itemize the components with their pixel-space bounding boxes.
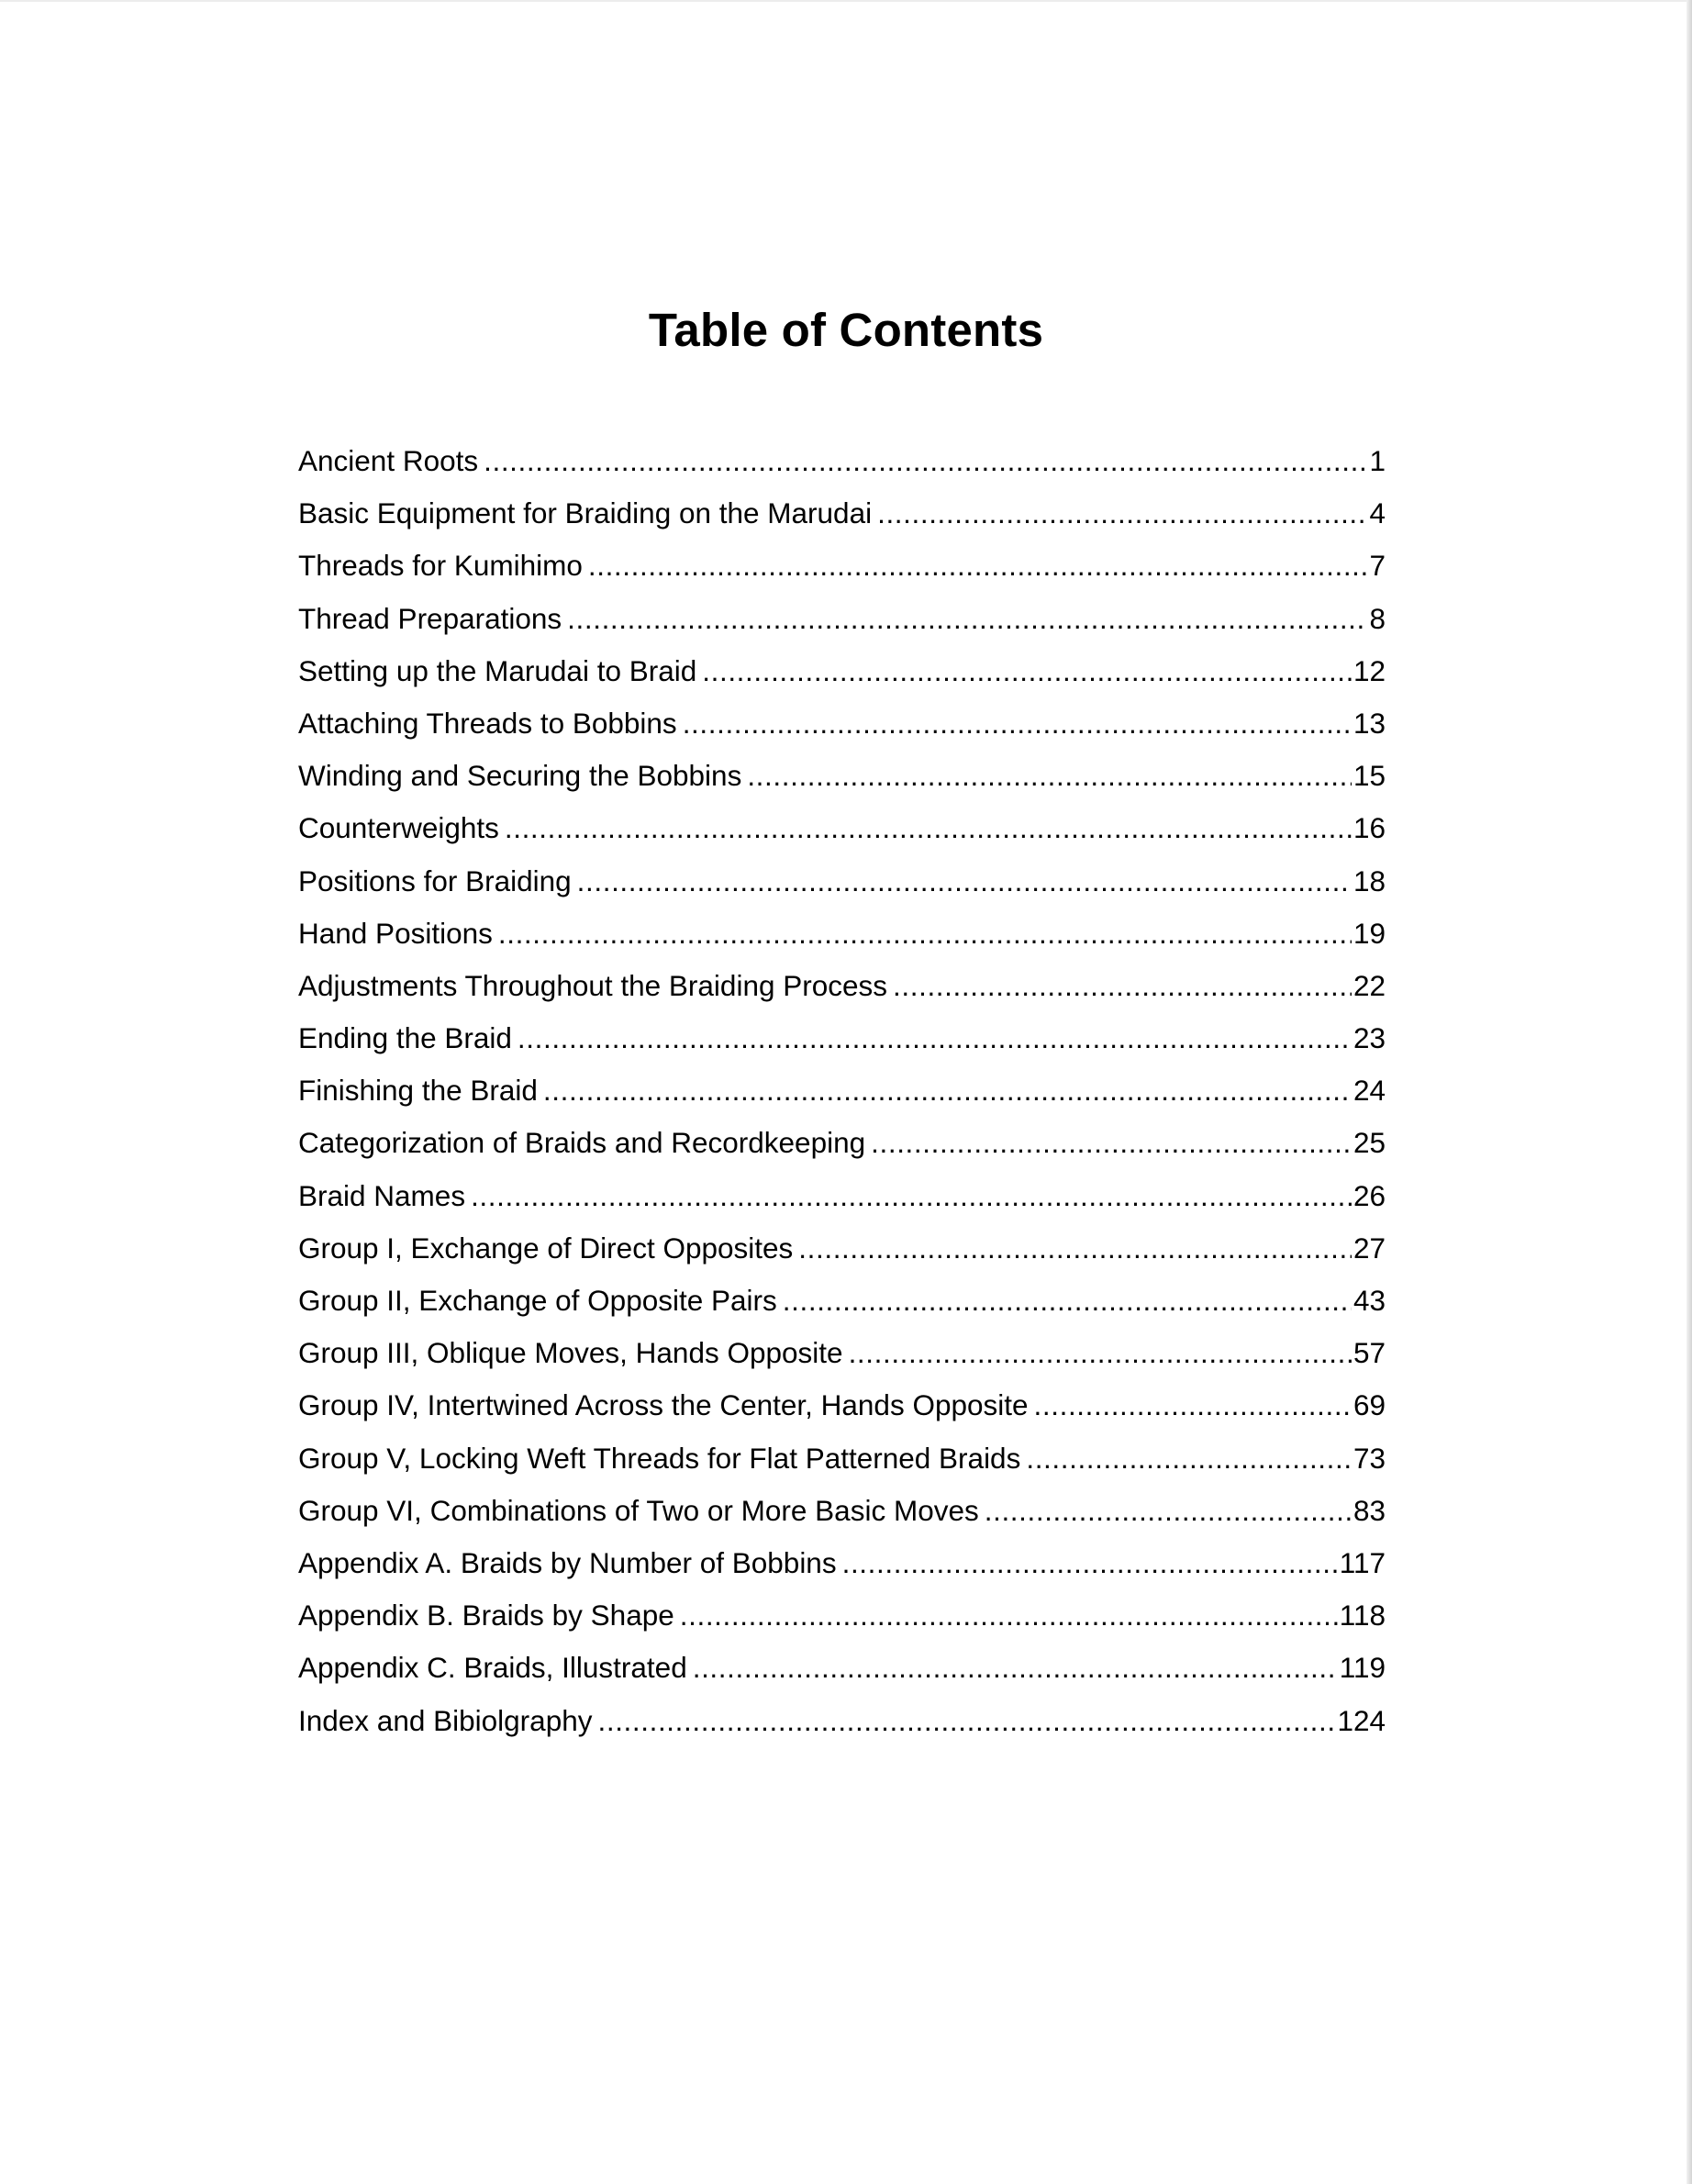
toc-entry-title: Counterweights [298, 811, 499, 845]
toc-entry[interactable] [298, 593, 1386, 645]
toc-entry[interactable] [298, 435, 1386, 487]
toc-entry-leader [1026, 1432, 1352, 1485]
toc-entry-title: Hand Positions [298, 916, 493, 950]
toc-list [298, 435, 1386, 1747]
toc-entry-page-number: 43 [1352, 1284, 1386, 1317]
toc-entry-title: Braid Names [298, 1178, 466, 1212]
toc-entry[interactable] [298, 487, 1386, 540]
toc-entry-leader [877, 487, 1367, 540]
toc-entry[interactable] [298, 1275, 1386, 1327]
toc-entry-title: Thread Preparations [298, 601, 562, 635]
toc-entry-title: Group V, Locking Weft Threads for Flat Patterned Braids [298, 1441, 1021, 1475]
toc-entry-leader [680, 1589, 1338, 1642]
toc-entry[interactable] [298, 1012, 1386, 1064]
toc-entry-page-number: 22 [1352, 968, 1386, 1002]
toc-entry-title: Ending the Braid [298, 1021, 512, 1055]
toc-entry-title: Basic Equipment for Braiding on the Marudai [298, 496, 873, 530]
toc-entry-page-number: 4 [1369, 496, 1386, 530]
toc-entry[interactable] [298, 960, 1386, 1012]
toc-entry-title: Categorization of Braids and Recordkeeping [298, 1126, 866, 1160]
toc-entry-title: Setting up the Marudai to Braid [298, 653, 697, 687]
toc-entry-leader [577, 855, 1352, 908]
toc-entry[interactable] [298, 645, 1386, 697]
page-title: Table of Contents [648, 304, 1044, 356]
toc-entry[interactable] [298, 1432, 1386, 1485]
toc-entry-page-number: 19 [1352, 916, 1386, 950]
toc-entry-page-number: 24 [1352, 1074, 1386, 1108]
toc-entry-page-number: 124 [1337, 1703, 1386, 1737]
toc-entry[interactable] [298, 1589, 1386, 1642]
toc-entry-title: Group II, Exchange of Opposite Pairs [298, 1284, 777, 1317]
toc-entry-page-number: 27 [1352, 1231, 1386, 1265]
toc-entry-leader [518, 1012, 1352, 1064]
toc-entry[interactable] [298, 1064, 1386, 1117]
toc-entry-title: Group IV, Intertwined Across the Center, Hands Opposite [298, 1388, 1029, 1422]
toc-entry-leader [871, 1117, 1352, 1169]
toc-entry-title: Group I, Exchange of Direct Opposites [298, 1231, 794, 1265]
toc-entry-page-number: 15 [1352, 759, 1386, 793]
toc-entry-title: Appendix C. Braids, Illustrated [298, 1651, 687, 1685]
toc-entry-leader [783, 1275, 1352, 1327]
toc-entry-title: Threads for Kumihimo [298, 549, 583, 583]
toc-entry-page-number: 118 [1339, 1599, 1386, 1632]
toc-entry-page-number: 7 [1369, 549, 1386, 583]
toc-entry-title: Group VI, Combinations of Two or More Basic Moves [298, 1493, 979, 1527]
toc-entry-page-number: 1 [1369, 444, 1386, 477]
toc-entry-title: Attaching Threads to Bobbins [298, 706, 677, 740]
toc-entry-leader [747, 750, 1352, 802]
toc-entry[interactable] [298, 1170, 1386, 1222]
toc-entry-page-number: 25 [1352, 1126, 1386, 1160]
toc-entry-title: Finishing the Braid [298, 1074, 538, 1108]
toc-entry-leader [893, 960, 1352, 1012]
toc-entry-leader [567, 593, 1367, 645]
toc-entry-leader [693, 1642, 1338, 1694]
toc-entry-title: Group III, Oblique Moves, Hands Opposite [298, 1336, 843, 1370]
toc-entry-leader [588, 540, 1368, 592]
toc-entry[interactable] [298, 697, 1386, 750]
toc-entry-title: Index and Bibiolgraphy [298, 1703, 593, 1737]
toc-entry-page-number: 117 [1339, 1545, 1386, 1579]
toc-entry-title: Appendix B. Braids by Shape [298, 1599, 674, 1632]
toc-entry-page-number: 26 [1352, 1178, 1386, 1212]
toc-entry-leader [498, 908, 1352, 960]
toc-entry-page-number: 119 [1339, 1651, 1386, 1685]
toc-entry-leader [471, 1170, 1352, 1222]
toc-entry-page-number: 69 [1352, 1388, 1386, 1422]
toc-entry-leader [1034, 1379, 1352, 1432]
page-top-edge [0, 0, 1686, 2]
toc-entry[interactable] [298, 908, 1386, 960]
toc-entry[interactable] [298, 750, 1386, 802]
toc-entry[interactable] [298, 1485, 1386, 1537]
toc-entry-title: Appendix A. Braids by Number of Bobbins [298, 1545, 837, 1579]
toc-entry[interactable] [298, 1222, 1386, 1275]
toc-entry-leader [597, 1695, 1335, 1747]
toc-entry-title: Ancient Roots [298, 444, 479, 477]
toc-entry[interactable] [298, 1537, 1386, 1589]
toc-entry[interactable] [298, 802, 1386, 854]
toc-entry-leader [543, 1064, 1352, 1117]
toc-entry[interactable] [298, 1695, 1386, 1747]
toc-entry-page-number: 57 [1352, 1336, 1386, 1370]
toc-entry-page-number: 83 [1352, 1493, 1386, 1527]
toc-entry-leader [985, 1485, 1352, 1537]
toc-entry-leader [842, 1537, 1338, 1589]
toc-entry[interactable] [298, 1117, 1386, 1169]
toc-entry-page-number: 12 [1352, 653, 1386, 687]
toc-entry-title: Winding and Securing the Bobbins [298, 759, 742, 793]
toc-entry-title: Adjustments Throughout the Braiding Process [298, 968, 888, 1002]
toc-entry[interactable] [298, 855, 1386, 908]
toc-entry-leader [702, 645, 1352, 697]
toc-entry-page-number: 8 [1369, 601, 1386, 635]
toc-entry-page-number: 13 [1352, 706, 1386, 740]
toc-entry-leader [683, 697, 1352, 750]
toc-entry[interactable] [298, 540, 1386, 592]
toc-entry-page-number: 16 [1352, 811, 1386, 845]
toc-entry-page-number: 23 [1352, 1021, 1386, 1055]
toc-entry[interactable] [298, 1327, 1386, 1379]
toc-entry[interactable] [298, 1379, 1386, 1432]
toc-entry-leader [484, 435, 1367, 487]
toc-entry-leader [798, 1222, 1352, 1275]
toc-entry-leader [849, 1327, 1352, 1379]
toc-entry-title: Positions for Braiding [298, 864, 572, 897]
toc-entry-page-number: 18 [1352, 864, 1386, 897]
toc-entry-page-number: 73 [1352, 1441, 1386, 1475]
toc-entry-leader [505, 802, 1352, 854]
toc-entry[interactable] [298, 1642, 1386, 1694]
